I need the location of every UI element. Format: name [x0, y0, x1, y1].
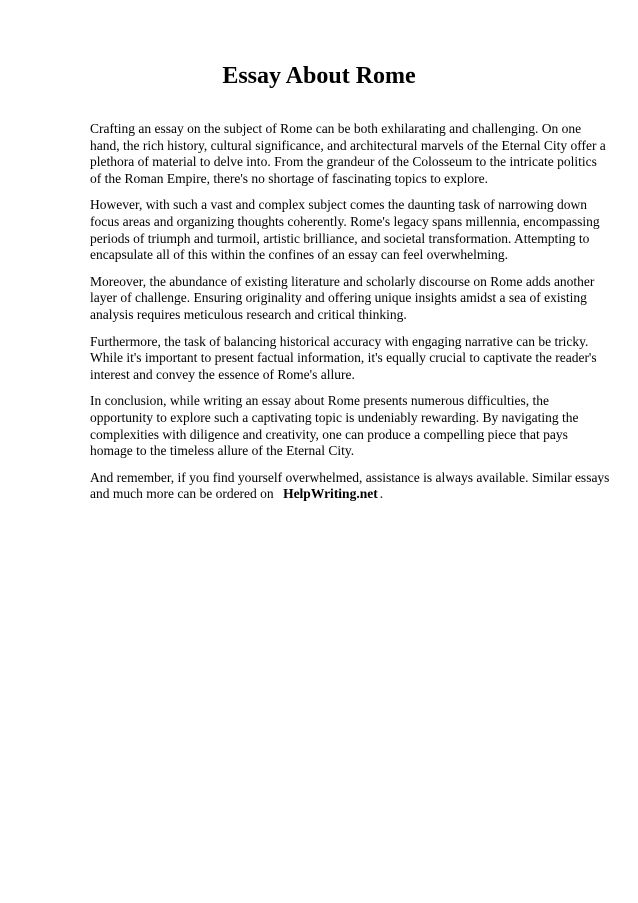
helpwriting-link[interactable]: HelpWriting.net: [283, 486, 378, 502]
paragraph-intro: Crafting an essay on the subject of Rome can be both exhilarating and challenging. On one hand, the rich history, cultural significance, and architectural marvels of the Eternal City offer a plethora of material to delve into. From the grandeur of the Colosseum to the intricate politics of the Roman Empire, there's no shortage of fascinating topics to explore.: [90, 121, 606, 186]
paragraph-balance: Furthermore, the task of balancing historical accuracy with engaging narrative can be tricky. While it's important to present factual information, it's equally crucial to captivate the reader's interest and convey the essence of Rome's allure.: [90, 333, 597, 382]
closing-text: And remember, if you find yourself overwhelmed, assistance is always available. Similar essays and much more can be ordered on: [90, 469, 610, 502]
document-title: Essay About Rome: [222, 63, 416, 89]
paragraph-challenge: However, with such a vast and complex subject comes the daunting task of narrowing down focus areas and organizing thoughts coherently. Rome's legacy spans millennia, encompassing periods of triumph and turmoil, artistic brilliance, and societal transformation. Attempting to encapsulate all of this within the confines of an essay can feel overwhelming.: [90, 197, 600, 263]
paragraph-conclusion: In conclusion, while writing an essay about Rome presents numerous difficulties, the opportunity to explore such a captivating topic is undeniably rewarding. By navigating the complexities with diligence and creativity, one can produce a compelling piece that pays homage to the timeless allure of the Eternal City.: [90, 393, 579, 459]
paragraph-closing: [90, 470, 610, 503]
document-body: [90, 121, 610, 513]
closing-period: .: [379, 486, 384, 502]
paragraph-literature: Moreover, the abundance of existing literature and scholarly discourse on Rome adds another layer of challenge. Ensuring originality and offering unique insights amidst a sea of existing analysis requires meticulous research and critical thinking.: [90, 273, 595, 322]
